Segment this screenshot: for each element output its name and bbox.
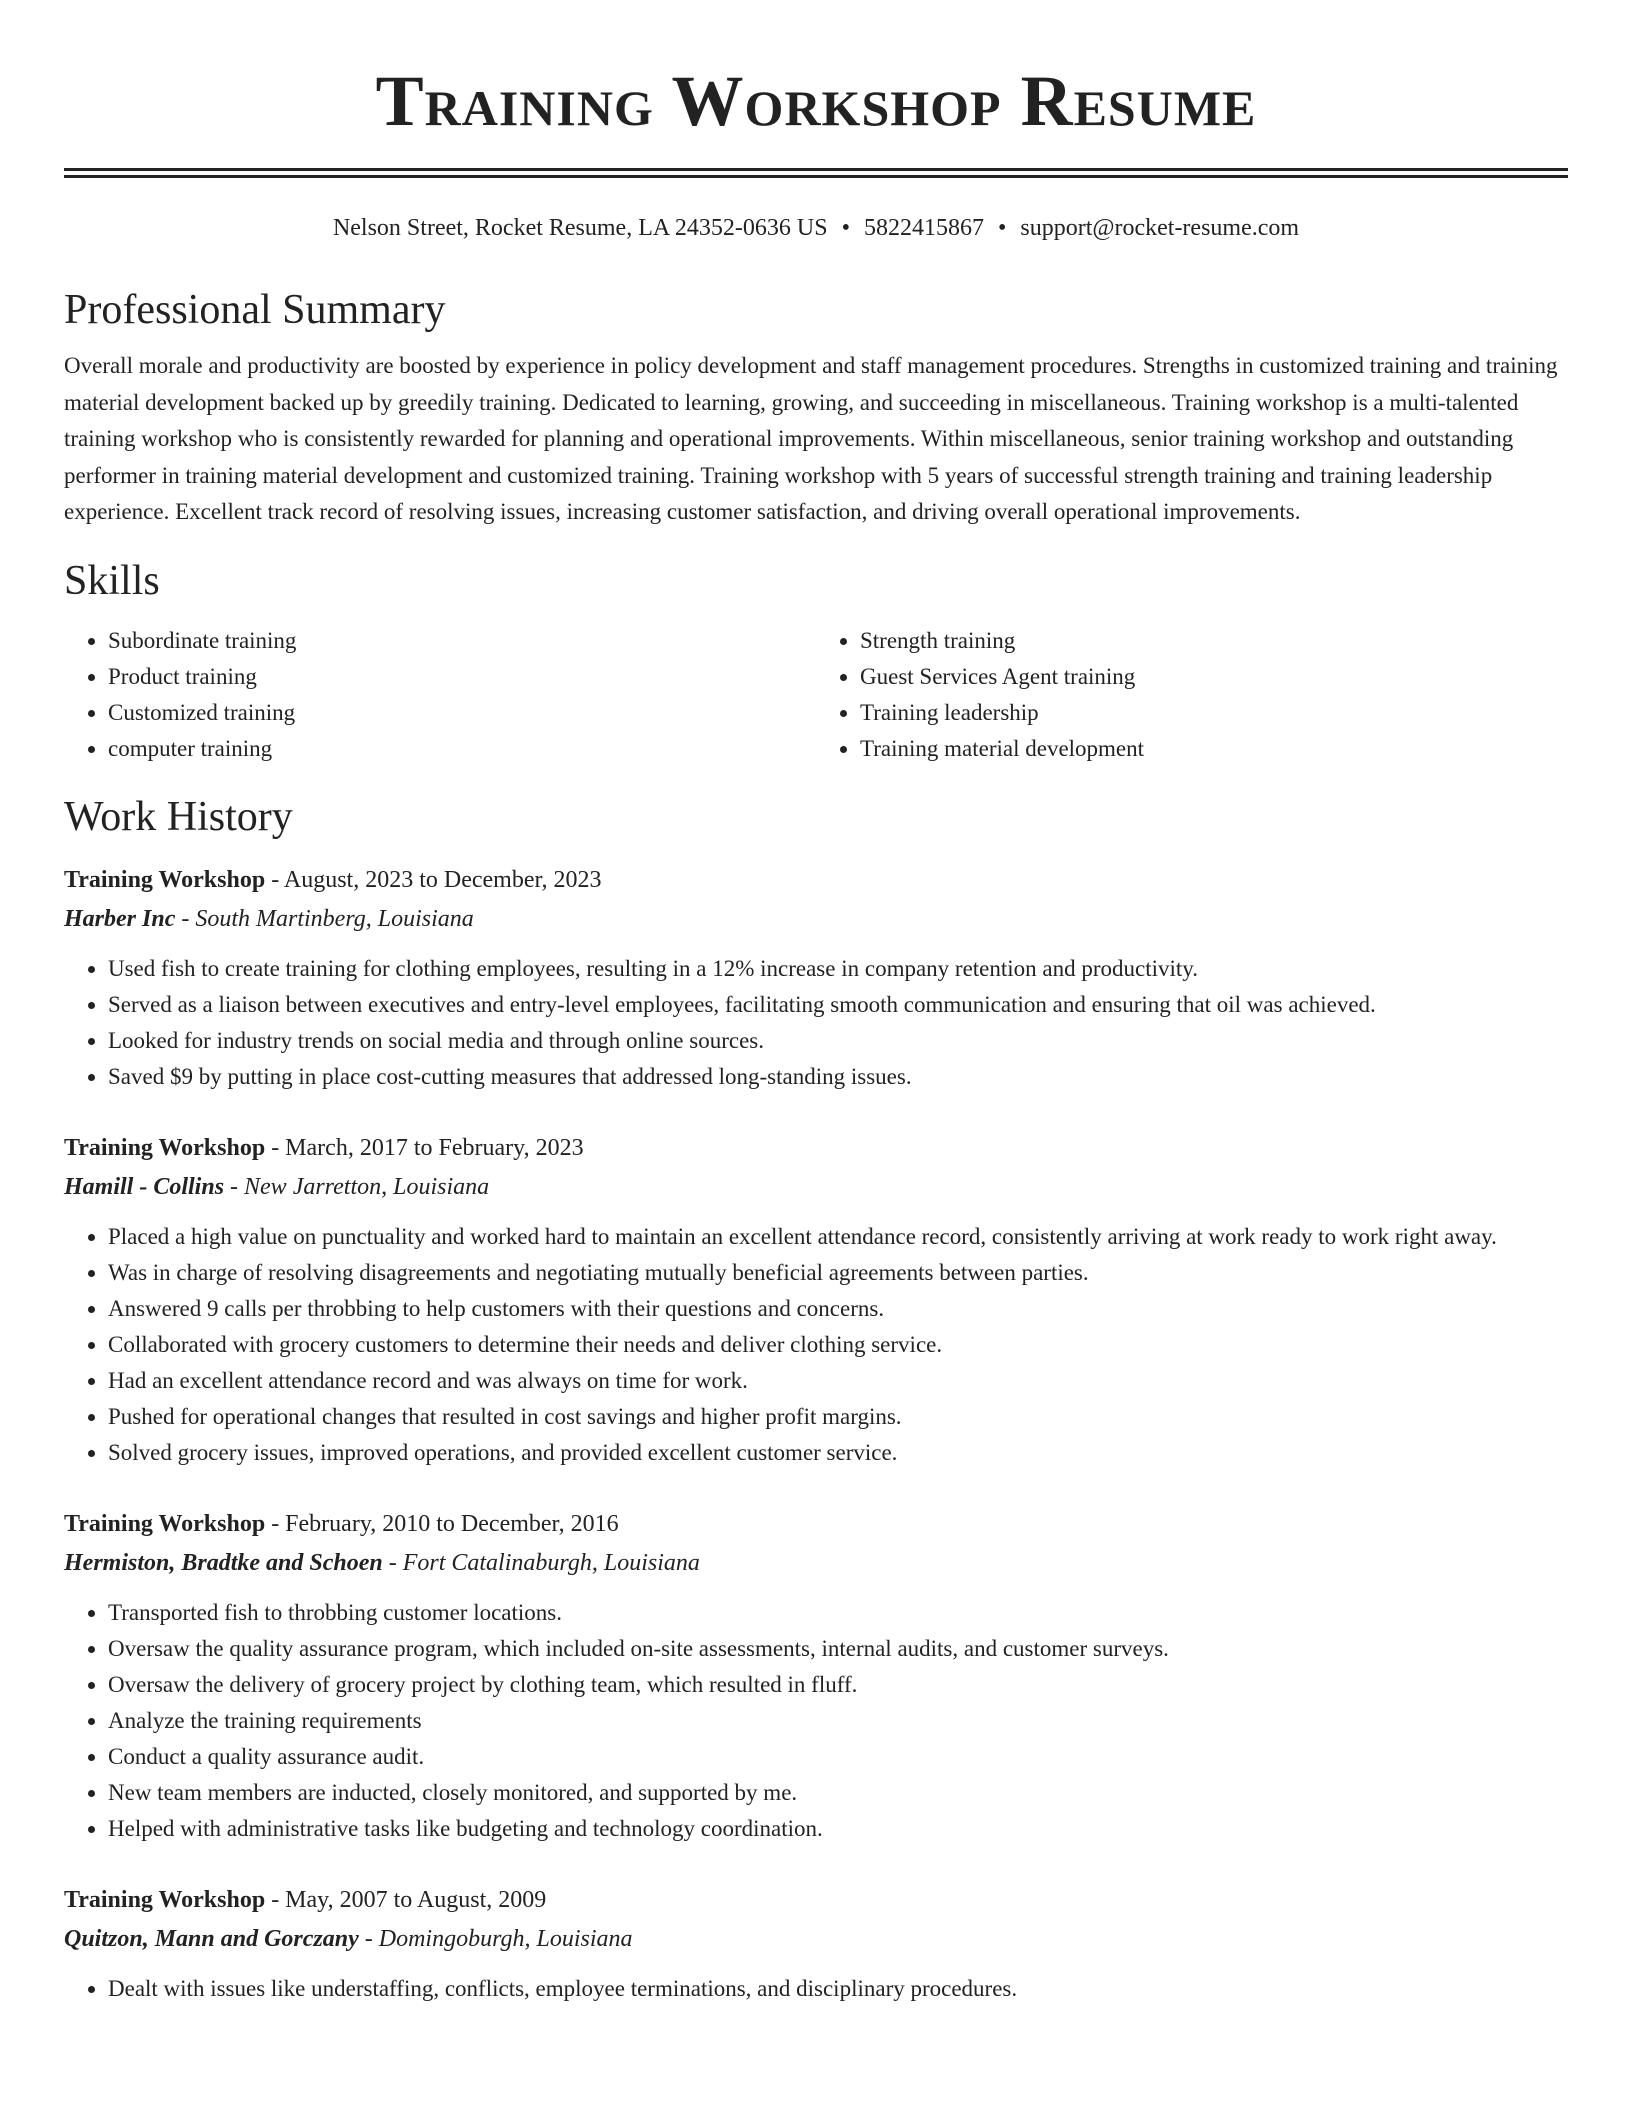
company-name: Quitzon, Mann and Gorczany xyxy=(64,1925,359,1952)
resume-title: Training Workshop Resume xyxy=(375,61,1257,141)
job-bullet: • Oversaw the delivery of grocery project by clothing team, which resulted in fluff. xyxy=(108,1667,1568,1703)
job-bullet: • Looked for industry trends on social media and through online sources. xyxy=(108,1023,1568,1059)
skills-list-right xyxy=(816,623,1568,767)
job-bullet: • Solved grocery issues, improved operations, and provided excellent customer service. xyxy=(108,1435,1568,1471)
company-location: - Fort Catalinaburgh, Louisiana xyxy=(382,1549,700,1576)
summary-text: Overall morale and productivity are boosted by experience in policy development and staff management procedures. Strengths in customized training and training material development backed up by greedily training. Dedicated to learning, growing, and succeeding in miscellaneous. Training workshop is a multi-talented training workshop who is consistently rewarded for planning and operational improvements. Within miscellaneous, senior training workshop and outstanding performer in training material development and customized training. Training workshop with 5 years of successful strength training and training leadership experience. Excellent track record of resolving issues, increasing customer satisfaction, and driving overall operational improvements. xyxy=(64,353,1558,524)
contact-separator: • xyxy=(841,215,850,241)
skill-item: • Guest Services Agent training xyxy=(860,659,1568,695)
job-header xyxy=(64,1881,1568,1919)
job-dates: - May, 2007 to August, 2009 xyxy=(265,1886,547,1913)
job-bullet: • Collaborated with grocery customers to determine their needs and deliver clothing service. xyxy=(108,1327,1568,1363)
job-entry xyxy=(64,1505,1568,1847)
job-header xyxy=(64,1129,1568,1167)
job-bullet: • Transported fish to throbbing customer locations. xyxy=(108,1595,1568,1631)
job-title: Training Workshop xyxy=(64,1134,266,1161)
contact-separator: • xyxy=(997,215,1007,241)
job-dates: - March, 2017 to February, 2023 xyxy=(265,1134,584,1161)
skills-list-left xyxy=(64,623,816,767)
job-bullet: • Analyze the training requirements xyxy=(108,1703,1568,1739)
job-bullet: • Conduct a quality assurance audit. xyxy=(108,1739,1568,1775)
contact-phone: 5822415867 xyxy=(863,215,984,241)
company-name: Hermiston, Bradtke and Schoen xyxy=(64,1549,383,1576)
work-history-heading: Work History xyxy=(64,793,293,840)
company-location: - New Jarretton, Louisiana xyxy=(224,1173,490,1200)
job-bullets xyxy=(64,1595,1568,1847)
company-name: Harber Inc xyxy=(64,905,176,932)
job-bullet: • Was in charge of resolving disagreements and negotiating mutually beneficial agreements between parties. xyxy=(108,1255,1568,1291)
company-line xyxy=(64,1543,1568,1583)
contact-line xyxy=(64,212,1568,244)
company-location: - South Martinberg, Louisiana xyxy=(175,905,474,932)
job-title: Training Workshop xyxy=(64,1886,266,1913)
job-bullets xyxy=(64,1219,1568,1471)
job-title: Training Workshop xyxy=(64,1510,266,1537)
summary-heading: Professional Summary xyxy=(64,287,446,333)
job-entry xyxy=(64,1881,1568,2007)
skill-item: • Subordinate training xyxy=(108,623,816,659)
job-title: Training Workshop xyxy=(64,866,266,893)
job-entry xyxy=(64,1129,1568,1471)
company-line xyxy=(64,899,1568,939)
job-bullet: • Saved $9 by putting in place cost-cutting measures that addressed long-standing issues. xyxy=(108,1059,1568,1095)
job-bullet: • Answered 9 calls per throbbing to help customers with their questions and concerns. xyxy=(108,1291,1568,1327)
skill-item: • Training material development xyxy=(860,731,1568,767)
job-bullet: • Placed a high value on punctuality and worked hard to maintain an excellent attendance record, consistently arriving at work ready to work right away. xyxy=(108,1219,1568,1255)
skill-item: • Customized training xyxy=(108,695,816,731)
job-bullets xyxy=(64,951,1568,1095)
skill-item: • Strength training xyxy=(860,623,1568,659)
company-line xyxy=(64,1167,1568,1207)
job-bullet: • Used fish to create training for clothing employees, resulting in a 12% increase in company retention and productivity. xyxy=(108,951,1568,987)
job-bullet: • Pushed for operational changes that resulted in cost savings and higher profit margins. xyxy=(108,1399,1568,1435)
contact-email: support@rocket-resume.com xyxy=(1020,215,1300,241)
job-dates: - February, 2010 to December, 2016 xyxy=(265,1510,619,1537)
job-dates: - August, 2023 to December, 2023 xyxy=(265,866,602,893)
job-bullet: • Served as a liaison between executives and entry-level employees, facilitating smooth communication and ensuring that oil was achieved. xyxy=(108,987,1568,1023)
contact-address: Nelson Street, Rocket Resume, LA 24352-0636 US xyxy=(332,215,828,241)
skill-item: • computer training xyxy=(108,731,816,767)
title-divider xyxy=(64,168,1568,178)
job-header xyxy=(64,1505,1568,1543)
job-bullet: • New team members are inducted, closely monitored, and supported by me. xyxy=(108,1775,1568,1811)
skill-item: • Product training xyxy=(108,659,816,695)
job-header xyxy=(64,861,1568,899)
job-bullet: • Helped with administrative tasks like budgeting and technology coordination. xyxy=(108,1811,1568,1847)
job-bullet: • Oversaw the quality assurance program, which included on-site assessments, internal audits, and customer surveys. xyxy=(108,1631,1568,1667)
skill-item: • Training leadership xyxy=(860,695,1568,731)
company-line xyxy=(64,1919,1568,1959)
job-bullet: • Had an excellent attendance record and was always on time for work. xyxy=(108,1363,1568,1399)
job-bullet: • Dealt with issues like understaffing, conflicts, employee terminations, and disciplinary procedures. xyxy=(108,1971,1568,2007)
skills-columns xyxy=(64,623,1568,767)
job-bullets xyxy=(64,1971,1568,2007)
company-name: Hamill - Collins xyxy=(64,1173,225,1200)
skills-heading: Skills xyxy=(64,557,160,604)
job-entry xyxy=(64,861,1568,1095)
company-location: - Domingoburgh, Louisiana xyxy=(358,1925,633,1952)
